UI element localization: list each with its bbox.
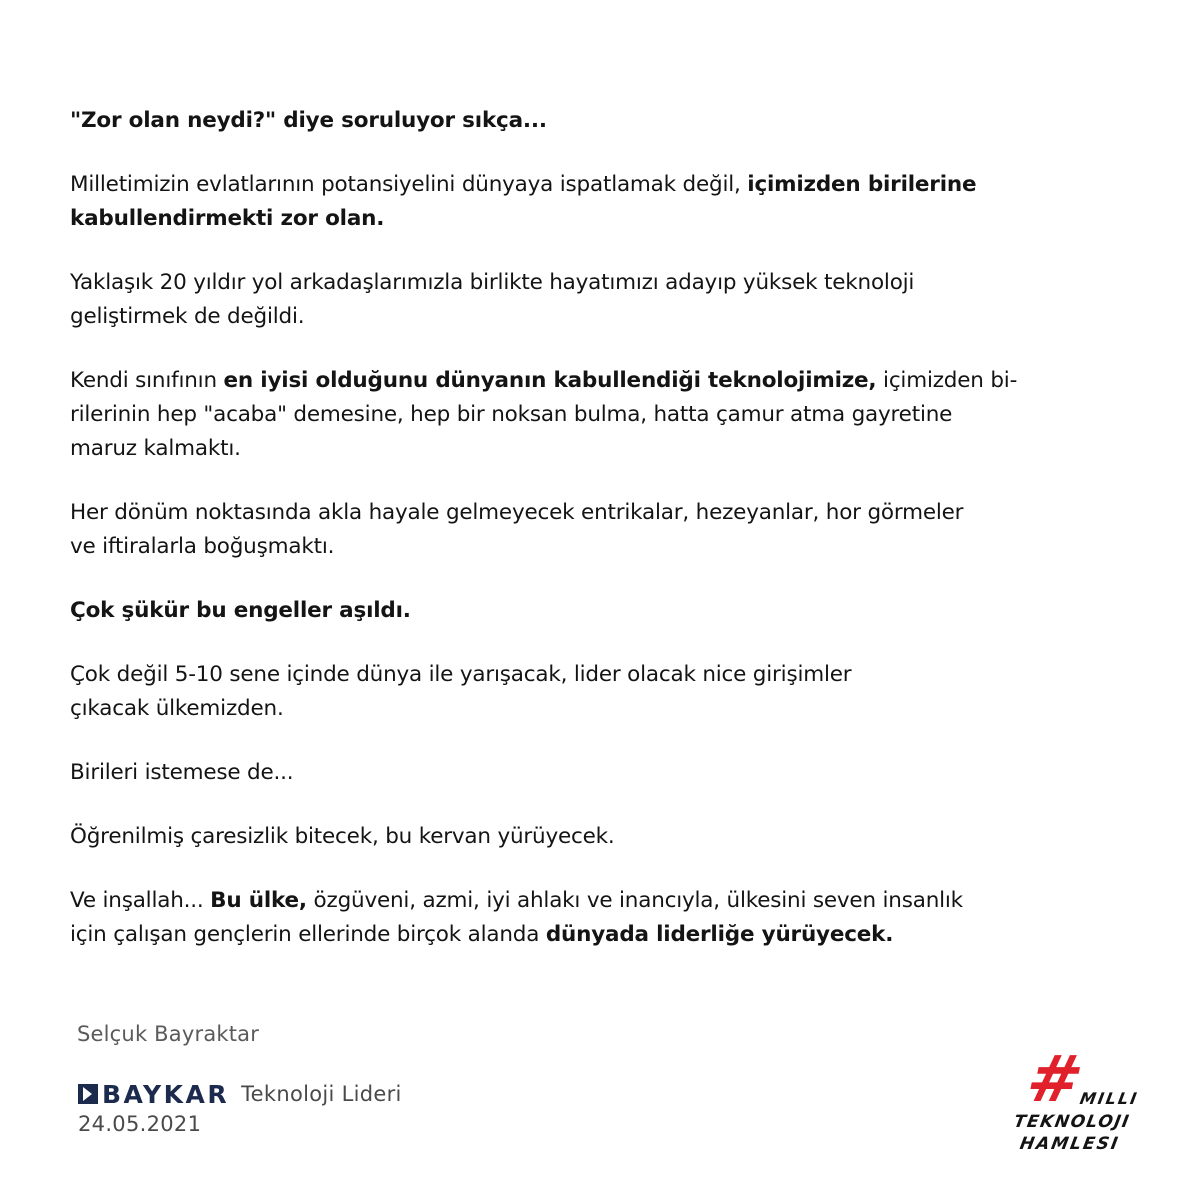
paragraph-question xyxy=(70,104,1132,138)
brand-tagline: Teknoloji Lideri xyxy=(241,1082,402,1106)
logo-word-teknoloji: TEKNOLOJI xyxy=(1012,1112,1132,1132)
paragraph-line: geliştirmek de değildi. xyxy=(70,304,305,329)
bold-segment: Bu ülke, xyxy=(210,888,307,913)
letter-body xyxy=(70,104,1132,982)
paragraph-turning-points xyxy=(70,496,1132,564)
paragraph-some xyxy=(70,756,1132,790)
bold-line: kabullendirmekti zor olan. xyxy=(70,206,385,231)
hashtag-icon: # xyxy=(1020,1043,1090,1117)
bold-segment: dünyada liderliğe yürüyecek. xyxy=(545,922,894,947)
paragraph-line: rilerinin hep "acaba" demesine, hep bir noksan bulma, hatta çamur atma gayretine xyxy=(70,402,953,427)
paragraph-line: Yaklaşık 20 yıldır yol arkadaşlarımızla birlikte hayatımızı adayıp yüksek teknoloji xyxy=(70,270,915,295)
paragraph-technology xyxy=(70,364,1132,466)
signature-date: 24.05.2021 xyxy=(78,1112,202,1136)
paragraph-line xyxy=(70,168,1132,202)
text-segment: Milletimizin evlatlarının potansiyelini dünyaya ispatlamak değil, xyxy=(70,172,748,197)
brand-row xyxy=(78,1077,402,1111)
paragraph-line xyxy=(70,884,1132,918)
paragraph-initiatives xyxy=(70,658,1132,726)
paragraph-line: Her dönüm noktasında akla hayale gelmeyecek entrikalar, hezeyanlar, hor görmeler xyxy=(70,500,964,525)
paragraph-leadership xyxy=(70,884,1132,952)
paragraph-line: çıkacak ülkemizden. xyxy=(70,696,284,721)
text-segment: Ve inşallah... xyxy=(70,888,211,913)
paragraph-potential xyxy=(70,168,1132,236)
text-segment: Kendi sınıfının xyxy=(70,368,224,393)
bold-line: Çok şükür bu engeller aşıldı. xyxy=(70,598,411,623)
logo-word-milli: MILLI xyxy=(1078,1089,1140,1108)
paragraph-line: maruz kalmaktı. xyxy=(70,436,241,461)
text-segment: içimizden bi- xyxy=(876,368,1018,393)
bold-segment: en iyisi olduğunu dünyanın kabullendiği teknolojimize, xyxy=(223,368,877,393)
paragraph-line xyxy=(70,918,1132,952)
question-text: "Zor olan neydi?" diye soruluyor sıkça... xyxy=(70,108,547,133)
brand-name: BAYKAR xyxy=(102,1079,230,1109)
paragraph-twenty-years xyxy=(70,266,1132,334)
paragraph-line: Birileri istemese de... xyxy=(70,760,294,785)
paragraph-line xyxy=(70,364,1132,398)
paragraph-caravan xyxy=(70,820,1132,854)
paragraph-line: Öğrenilmiş çaresizlik bitecek, bu kervan yürüyecek. xyxy=(70,824,615,849)
milli-teknoloji-hamlesi-logo xyxy=(1000,1043,1140,1172)
bold-segment: içimizden birilerine xyxy=(747,172,977,197)
paragraph-line: ve iftiralarla boğuşmaktı. xyxy=(70,534,335,559)
text-segment: özgüveni, azmi, iyi ahlakı ve inancıyla, ülkesini seven insanlık xyxy=(306,888,963,913)
paragraph-obstacles xyxy=(70,594,1132,628)
paragraph-line: Çok değil 5-10 sene içinde dünya ile yarışacak, lider olacak nice girişimler xyxy=(70,662,852,687)
signer-name: Selçuk Bayraktar xyxy=(77,1022,260,1046)
text-segment: için çalışan gençlerin ellerinde birçok alanda xyxy=(70,922,546,947)
baykar-logo-icon xyxy=(78,1084,98,1104)
logo-word-hamlesi: HAMLESI xyxy=(1018,1134,1122,1154)
